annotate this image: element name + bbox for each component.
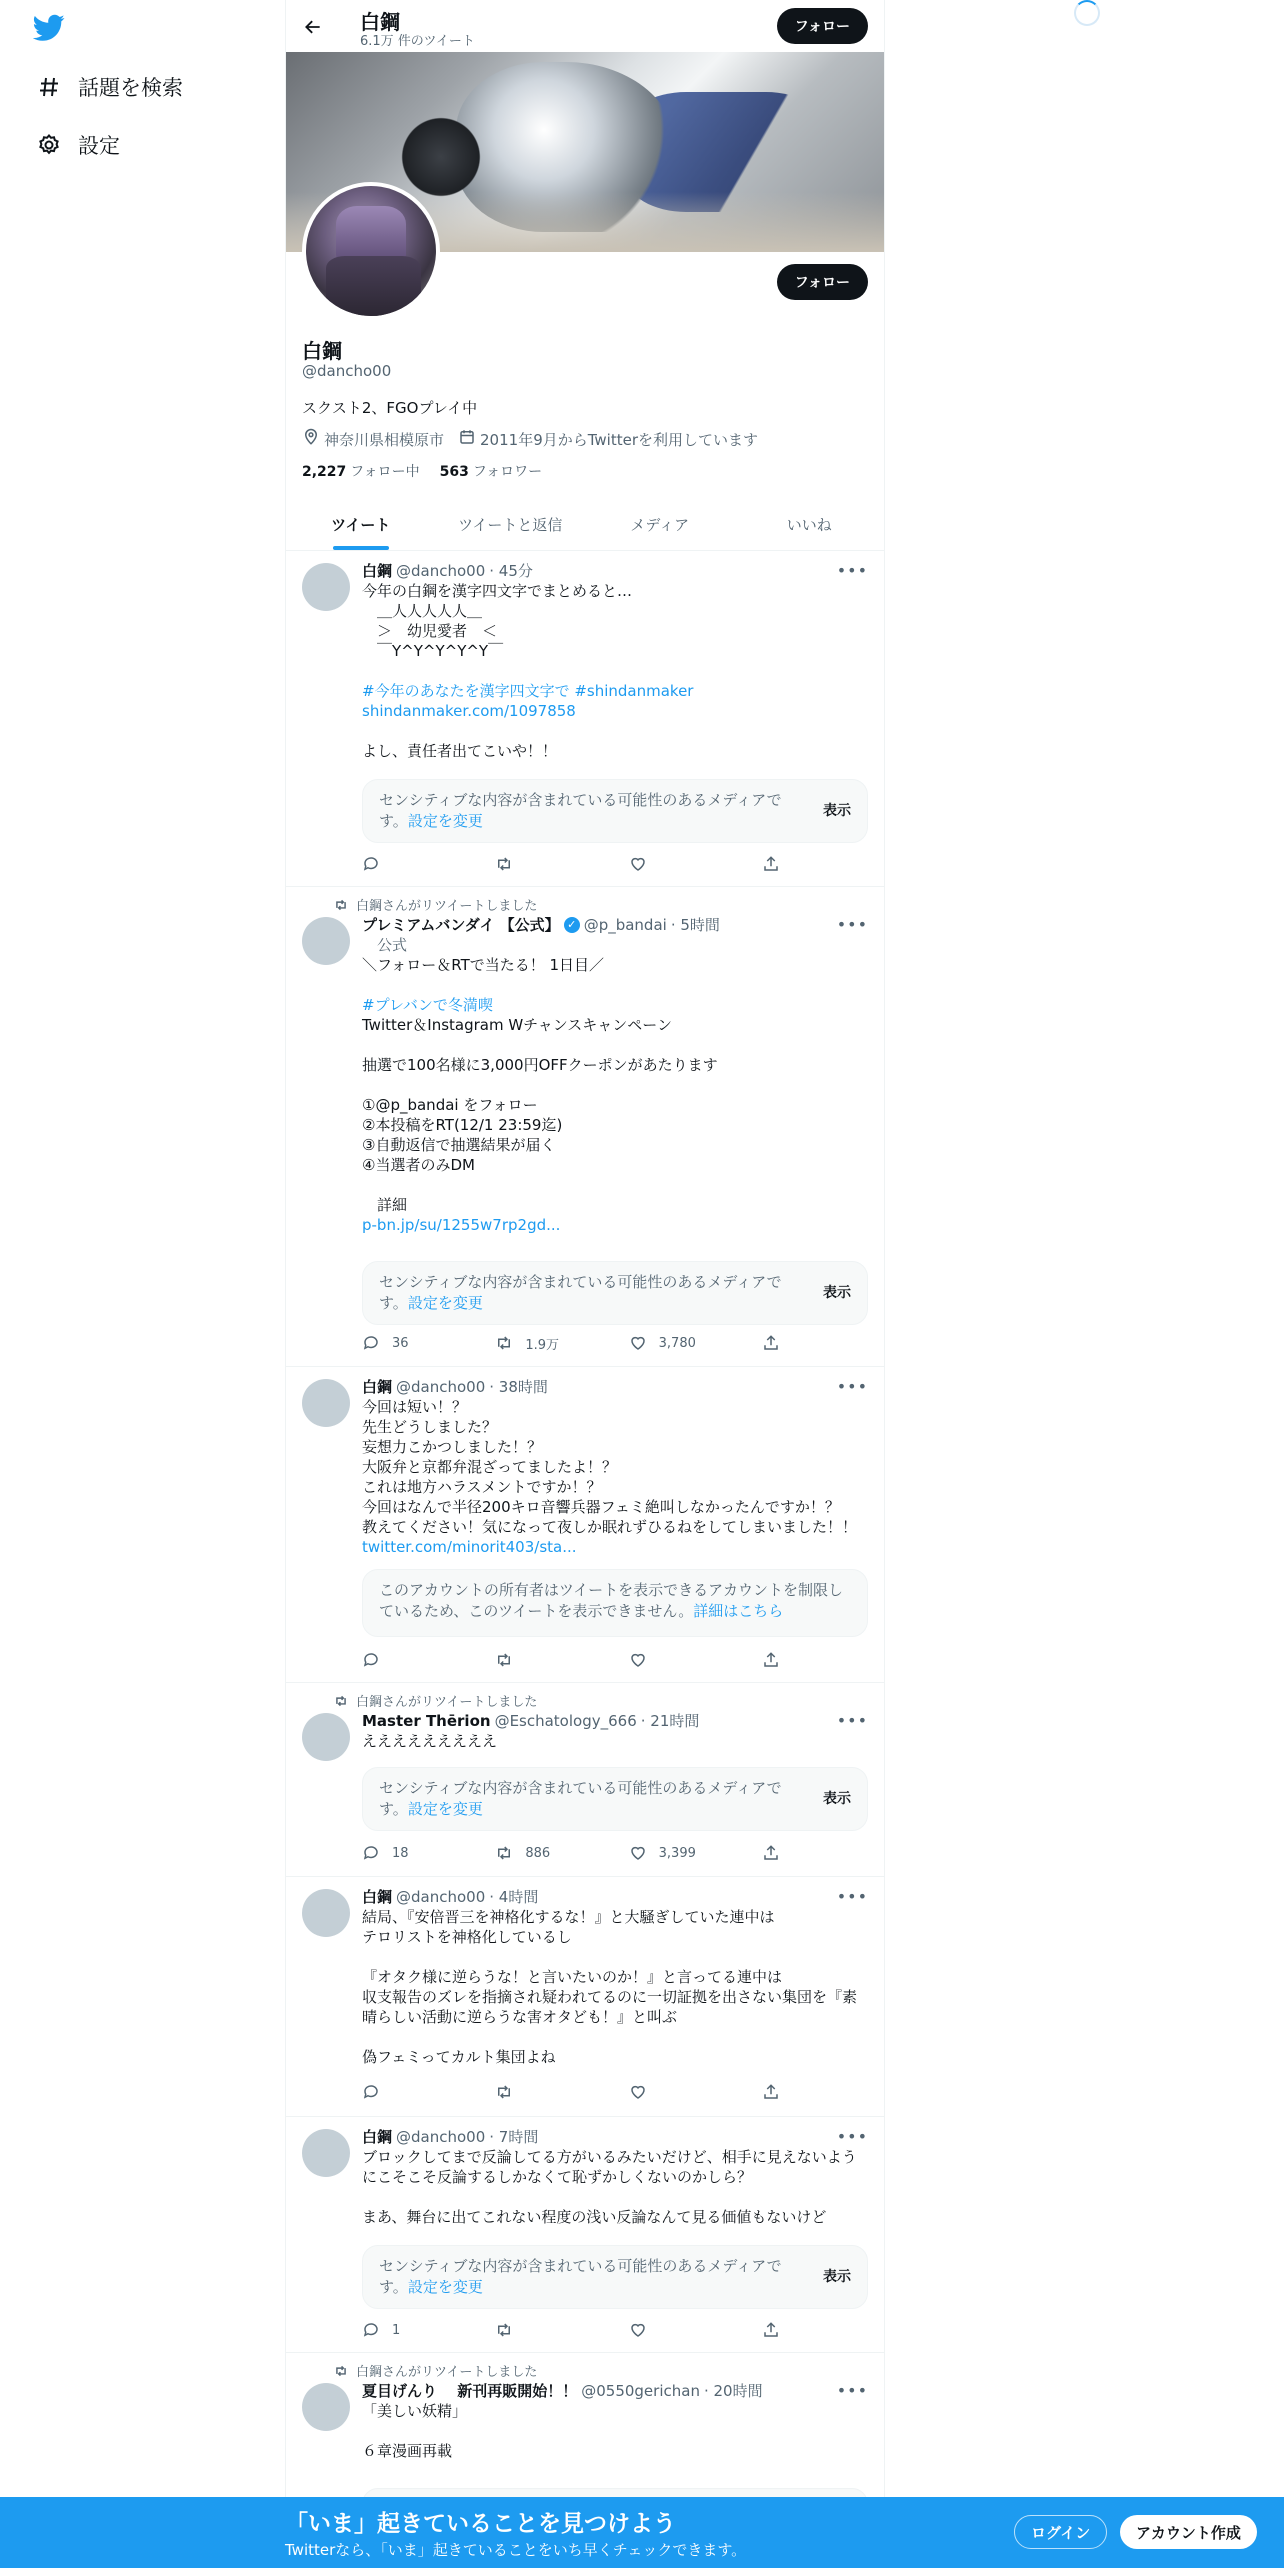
profile-column <box>285 0 885 2568</box>
like-button[interactable] <box>629 1333 729 1353</box>
tweet-text-line: にこそこそ反論するしかなくて恥ずかしくないのかしら？ <box>362 2168 753 2186</box>
header-tweet-count: 6.1万 件のツイート <box>360 34 475 49</box>
like-button[interactable] <box>629 1650 729 1670</box>
tweet-time[interactable]: · 4時間 <box>489 1888 539 1906</box>
followers-label: フォロワー <box>472 464 543 480</box>
tweet-text-line: 『オタク様に逆らうな！と言いたいのか！』と言ってる連中は <box>362 1968 783 1986</box>
following-count: 2,227 <box>302 464 347 480</box>
tweet-card[interactable] <box>286 2117 884 2353</box>
heart-icon <box>629 1651 647 1669</box>
reply-icon <box>362 2083 380 2101</box>
tweet-url-link[interactable]: p-bn.jp/su/1255w7rp2gd... <box>362 1216 561 1234</box>
tab-tweets[interactable]: ツイート <box>286 498 436 550</box>
tweet-text-line <box>362 1175 868 1195</box>
tweet-text-line: ６章漫画再載 <box>362 2442 453 2460</box>
signup-prompt-title: 「いま」起きていることを見つけよう <box>285 2511 676 2537</box>
show-media-button[interactable]: 表示 <box>823 803 851 819</box>
sensitive-notice-text: す。 <box>379 812 408 830</box>
tweet-time[interactable]: · 5時間 <box>670 916 720 934</box>
profile-avatar[interactable] <box>302 182 440 320</box>
retweet-indicator <box>334 895 537 914</box>
tweet-time[interactable]: · 21時間 <box>640 1712 700 1730</box>
tweet-author-name[interactable]: 夏目げんり 新刊再販開始！！ <box>362 2382 578 2400</box>
tweet-author-handle[interactable]: @p_bandai <box>583 916 667 934</box>
tweet-text-line: 先生どうしました？ <box>362 1418 498 1436</box>
share-button[interactable] <box>762 2082 782 2102</box>
change-settings-link[interactable]: 設定を変更 <box>407 2278 483 2296</box>
like-button[interactable] <box>629 2082 729 2102</box>
like-button[interactable] <box>629 854 729 874</box>
tweet-text-line <box>362 1075 868 1095</box>
profile-follow-button[interactable]: フォロー <box>777 264 868 300</box>
followers-link[interactable] <box>440 461 543 481</box>
reply-button[interactable] <box>362 1843 462 1863</box>
tweet-text-line: 偽フェミってカルト集団よね <box>362 2048 556 2066</box>
tab-likes[interactable]: いいね <box>786 515 832 534</box>
sensitive-notice-text: センシティブな内容が含まれている可能性のあるメディアで <box>379 791 782 809</box>
reply-button[interactable] <box>362 1650 462 1670</box>
like-count: 3,780 <box>658 1335 696 1351</box>
tweet-text-line: ③自動返信で抽選結果が届く <box>362 1136 556 1154</box>
tweet-actions <box>362 1333 782 1353</box>
tweet-author-handle[interactable]: @dancho00 <box>396 562 486 580</box>
tweet-author-handle[interactable]: @dancho00 <box>396 1378 486 1396</box>
verified-badge-icon: ✓ <box>564 917 580 933</box>
retweet-indicator <box>334 2361 537 2380</box>
retweet-button[interactable] <box>495 2320 595 2340</box>
back-arrow-icon[interactable] <box>296 10 330 44</box>
share-button[interactable] <box>762 1650 782 1670</box>
change-settings-link[interactable]: 設定を変更 <box>407 1800 483 1818</box>
retweeted-by-text[interactable]: 白鋼さんがリツイートしました <box>356 2365 538 2380</box>
heart-icon <box>629 1334 647 1352</box>
tweet-text-line: これは地方ハラスメントですか！？ <box>362 1478 602 1496</box>
profile-meta <box>302 428 758 450</box>
more-options-icon[interactable]: ••• <box>836 2381 868 2400</box>
retweet-icon <box>334 2364 348 2378</box>
change-settings-link[interactable]: 設定を変更 <box>407 1294 483 1312</box>
header-follow-button[interactable]: フォロー <box>777 8 868 44</box>
tweet-time[interactable]: · 20時間 <box>703 2382 763 2400</box>
change-settings-link[interactable]: 設定を変更 <box>407 812 483 830</box>
retweet-button[interactable] <box>495 854 595 874</box>
tweet-text-line: 晴らしい活動に逆らうな害オタども！』と叫ぶ <box>362 2008 678 2026</box>
retweet-icon <box>334 898 348 912</box>
tweet-text-line: Twitter＆Instagram Wチャンスキャンペーン <box>362 1016 672 1034</box>
tweet-actions <box>362 1650 782 1670</box>
like-button[interactable] <box>629 2320 729 2340</box>
retweet-indicator <box>334 1691 537 1710</box>
tweet-author-name[interactable]: 白鋼 <box>362 1378 393 1396</box>
tweet-time[interactable]: · 45分 <box>489 562 533 580</box>
heart-icon <box>629 855 647 873</box>
tweet-text-line: ＿人人人人人＿ <box>362 602 483 620</box>
profile-joined-date: 2011年9月からTwitterを利用しています <box>480 430 759 449</box>
tweet-card[interactable] <box>286 1367 884 1683</box>
tweet-text-line: 「美しい妖精」 <box>362 2402 468 2420</box>
header-profile-name: 白鋼 <box>360 10 400 34</box>
tweet-url-link[interactable]: shindanmaker.com/1097858 <box>362 702 576 720</box>
tweet-text-line: 結局、『安倍晋三を神格化するな！』と大騒ぎしていた連中は <box>362 1908 775 1926</box>
tweet-author-name[interactable]: プレミアムバンダイ 【公式】 <box>362 916 560 934</box>
tweet-text-line: まあ、舞台に出てこれない程度の浅い反論なんて見る価値もないけど <box>362 2208 827 2226</box>
tweet-header <box>362 1887 868 1907</box>
tweet-author-handle[interactable]: @0550gerichan <box>581 2382 700 2400</box>
tweet-text-line: ￣Y^Y^Y^Y^Y￣ <box>362 642 504 660</box>
tweet-header <box>362 561 868 581</box>
profile-name: 白鋼 <box>302 339 342 363</box>
tweet-hashtag-link[interactable]: #プレバンで冬満喫 <box>362 996 493 1014</box>
tweet-avatar[interactable] <box>302 1379 350 1427</box>
retweet-icon <box>495 1651 513 1669</box>
tweet-header <box>362 915 868 935</box>
restricted-notice-text: ているため、このツイートを表示できません。 <box>379 1602 694 1620</box>
tweet-header <box>362 2381 868 2401</box>
share-icon <box>762 1334 780 1352</box>
retweet-icon <box>495 2321 513 2339</box>
profile-handle: @dancho00 <box>302 362 392 380</box>
tweet-header <box>362 2127 868 2147</box>
signup-button[interactable]: アカウント作成 <box>1120 2515 1257 2549</box>
tweet-text-line: 今回は短い！？ <box>362 1398 468 1416</box>
reply-count: 1 <box>392 2322 401 2338</box>
tweet-text-line <box>362 2027 868 2047</box>
heart-icon <box>629 1844 647 1862</box>
share-button[interactable] <box>762 2320 782 2340</box>
tweet-text-line: 今回はなんで半径200キロ音響兵器フェミ絶叫しなかったんですか！？ <box>362 1498 840 1516</box>
profile-location: 神奈川県相模原市 <box>324 430 445 449</box>
profile-bio: スクスト2、FGOプレイ中 <box>302 399 478 417</box>
tweet-text-line: ①@p_bandai をフォロー <box>362 1096 538 1114</box>
official-label: 公式 <box>362 936 408 954</box>
like-button[interactable] <box>629 1843 729 1863</box>
tweet-text-line: よし、責任者出てこいや！！ <box>362 742 558 760</box>
reply-button[interactable] <box>362 2082 462 2102</box>
retweeted-by-text[interactable]: 白鋼さんがリツイートしました <box>356 899 538 914</box>
heart-icon <box>629 2083 647 2101</box>
tweet-text-line: 妄想力こかつしました！？ <box>362 1438 543 1456</box>
retweeted-by-text[interactable]: 白鋼さんがリツイートしました <box>356 1695 538 1710</box>
learn-more-link[interactable]: 詳細はこちら <box>693 1602 784 1620</box>
tweet-text-line: 今年の白鋼を漢字四文字でまとめると… <box>362 582 633 600</box>
retweet-button[interactable] <box>495 1843 595 1863</box>
share-icon <box>762 2321 780 2339</box>
retweet-button[interactable] <box>495 2082 595 2102</box>
tweet-actions <box>362 1843 782 1863</box>
tweet-author-name[interactable]: 白鋼 <box>362 2128 393 2146</box>
tweet-text-line <box>362 975 868 995</box>
retweet-button[interactable] <box>495 1333 595 1353</box>
tweet-avatar[interactable] <box>302 563 350 611</box>
tab-tweets-and-replies[interactable]: ツイートと返信 <box>458 515 563 534</box>
retweet-icon <box>495 855 513 873</box>
tweet-text-line: ＞ 幼児愛者 ＜ <box>362 622 498 640</box>
tweet-text-line <box>362 1947 868 1967</box>
tweet-actions <box>362 854 782 874</box>
retweet-count: 1.9万 <box>525 1337 560 1353</box>
sidebar-item-label: 話題を検索 <box>78 76 183 100</box>
retweet-button[interactable] <box>495 1650 595 1670</box>
tweet-avatar[interactable] <box>302 917 350 965</box>
tweet-avatar[interactable] <box>302 1889 350 1937</box>
more-options-icon[interactable]: ••• <box>836 2127 868 2146</box>
login-button[interactable]: ログイン <box>1014 2515 1107 2549</box>
profile-tabs <box>286 498 884 551</box>
tweet-text-line <box>362 661 868 681</box>
tweet-text-line: ブロックしてまで反論してる方がいるみたいだけど、相手に見えないよう <box>362 2148 857 2166</box>
show-media-button[interactable]: 表示 <box>823 2269 851 2285</box>
tweet-hashtag-link[interactable]: #今年のあなたを漢字四文字で #shindanmaker <box>362 682 694 700</box>
sensitive-media-notice <box>362 1261 868 1325</box>
share-icon <box>762 855 780 873</box>
tweet-author-handle[interactable]: @dancho00 <box>396 2128 486 2146</box>
sensitive-media-notice <box>362 2245 868 2309</box>
sidebar-item-label: 設定 <box>78 134 120 158</box>
sensitive-notice-text: センシティブな内容が含まれている可能性のあるメディアで <box>379 1779 782 1797</box>
more-options-icon[interactable]: ••• <box>836 561 868 580</box>
tweet-text-line: えええええええええ <box>362 1732 498 1750</box>
tweet-text-line: 詳細 <box>362 1196 408 1214</box>
tweet-author-name[interactable]: Master Thērion <box>362 1712 491 1730</box>
sensitive-media-notice <box>362 1767 868 1831</box>
share-button[interactable] <box>762 1333 782 1353</box>
reply-button[interactable] <box>362 1333 462 1353</box>
sensitive-notice-text: センシティブな内容が含まれている可能性のあるメディアで <box>379 1273 782 1291</box>
reply-button[interactable] <box>362 2320 462 2340</box>
share-icon <box>762 1651 780 1669</box>
tweet-card[interactable] <box>286 887 884 1367</box>
signup-prompt-bar <box>0 2497 1284 2568</box>
tweet-author-handle[interactable]: @Eschatology_666 <box>494 1712 637 1730</box>
tweet-text-line: 収支報告のズレを指摘され疑われてるのに一切証拠を出さない集団を『素 <box>362 1988 858 2006</box>
share-button[interactable] <box>762 1843 782 1863</box>
show-media-button[interactable]: 表示 <box>823 1791 851 1807</box>
signup-prompt-subtitle: Twitterなら、「いま」起きていることをいち早くチェックできます。 <box>285 2541 747 2559</box>
gear-icon <box>20 116 78 174</box>
sensitive-notice-text: す。 <box>379 2278 408 2296</box>
reply-icon <box>362 1334 380 1352</box>
share-button[interactable] <box>762 854 782 874</box>
share-icon <box>762 2083 780 2101</box>
tweet-text-line: 教えてください！気になって夜しか眠れずひるねをしてしまいました！！ <box>362 1518 858 1536</box>
profile-header-bar <box>286 0 884 52</box>
tweet-card[interactable] <box>286 1877 884 2117</box>
reply-count: 36 <box>392 1335 409 1351</box>
tweet-text-line: 大阪弁と京都弁混ざってましたよ！？ <box>362 1458 618 1476</box>
tweet-card[interactable] <box>286 1683 884 1877</box>
reply-button[interactable] <box>362 854 462 874</box>
tweet-header <box>362 1711 868 1731</box>
followers-count: 563 <box>439 464 469 480</box>
restricted-notice-text: このアカウントの所有者はツイートを表示できるアカウントを制限し <box>379 1581 843 1599</box>
more-options-icon[interactable]: ••• <box>836 915 868 934</box>
location-pin-icon <box>302 428 320 450</box>
more-options-icon[interactable]: ••• <box>836 1377 868 1396</box>
twitter-bird-icon[interactable] <box>33 14 65 42</box>
sensitive-notice-text: す。 <box>379 1294 408 1312</box>
tweet-avatar[interactable] <box>302 2383 350 2431</box>
tweet-text-line: ④当選者のみDM <box>362 1156 475 1174</box>
tweet-time[interactable]: · 38時間 <box>489 1378 548 1396</box>
retweet-icon <box>334 1694 348 1708</box>
show-media-button[interactable]: 表示 <box>823 1285 851 1301</box>
profile-follow-stats <box>302 461 542 481</box>
following-label: フォロー中 <box>350 464 420 480</box>
hashtag-icon <box>20 58 78 116</box>
tweet-text-line: 抽選で100名様に3,000円OFFクーポンがあたります <box>362 1056 718 1074</box>
heart-icon <box>629 2321 647 2339</box>
calendar-icon <box>458 428 476 450</box>
sensitive-notice-text: す。 <box>379 1800 408 1818</box>
retweet-icon <box>495 2083 513 2101</box>
sensitive-notice-text: センシティブな内容が含まれている可能性のあるメディアで <box>379 2257 782 2275</box>
retweet-icon <box>495 1844 513 1862</box>
tweet-actions <box>362 2320 782 2340</box>
following-link[interactable] <box>302 461 420 481</box>
tweet-url-link[interactable]: twitter.com/minorit403/sta... <box>362 1538 577 1556</box>
more-options-icon[interactable]: ••• <box>836 1711 868 1730</box>
tweet-text-line: テロリストを神格化しているし <box>362 1928 572 1946</box>
reply-icon <box>362 2321 380 2339</box>
tweet-author-handle[interactable]: @dancho00 <box>396 1888 486 1906</box>
tweet-text-line <box>362 721 868 741</box>
tab-media[interactable]: メディア <box>630 515 690 534</box>
more-options-icon[interactable]: ••• <box>836 1887 868 1906</box>
reply-icon <box>362 1844 380 1862</box>
tweet-time[interactable]: · 7時間 <box>489 2128 539 2146</box>
reply-count: 18 <box>392 1845 409 1861</box>
sidebar-item-settings[interactable] <box>20 116 120 174</box>
left-sidebar <box>0 0 285 2568</box>
tweet-avatar[interactable] <box>302 2129 350 2177</box>
tweet-text-line: ＼フォロー＆RTで当たる！ 1日目／ <box>362 956 605 974</box>
sensitive-media-notice <box>362 779 868 843</box>
tweet-card[interactable] <box>286 551 884 887</box>
tweet-author-name[interactable]: 白鋼 <box>362 1888 393 1906</box>
reply-icon <box>362 855 380 873</box>
share-icon <box>762 1844 780 1862</box>
tweet-header <box>362 1377 868 1397</box>
tweet-text-line: ②本投稿をRT(12/1 23:59迄) <box>362 1116 563 1134</box>
tweet-avatar[interactable] <box>302 1713 350 1761</box>
tweet-actions <box>362 2082 782 2102</box>
retweet-count: 886 <box>525 1845 551 1861</box>
loading-spinner-icon <box>1074 0 1100 26</box>
retweet-icon <box>495 1334 513 1352</box>
tweet-text-line <box>362 1035 868 1055</box>
sidebar-item-explore[interactable] <box>20 58 183 116</box>
like-count: 3,399 <box>658 1845 696 1861</box>
tweet-text-line <box>362 2187 868 2207</box>
restricted-tweet-notice <box>362 1569 868 1637</box>
tweet-author-name[interactable]: 白鋼 <box>362 562 393 580</box>
tweet-text-line <box>362 2421 868 2441</box>
reply-icon <box>362 1651 380 1669</box>
